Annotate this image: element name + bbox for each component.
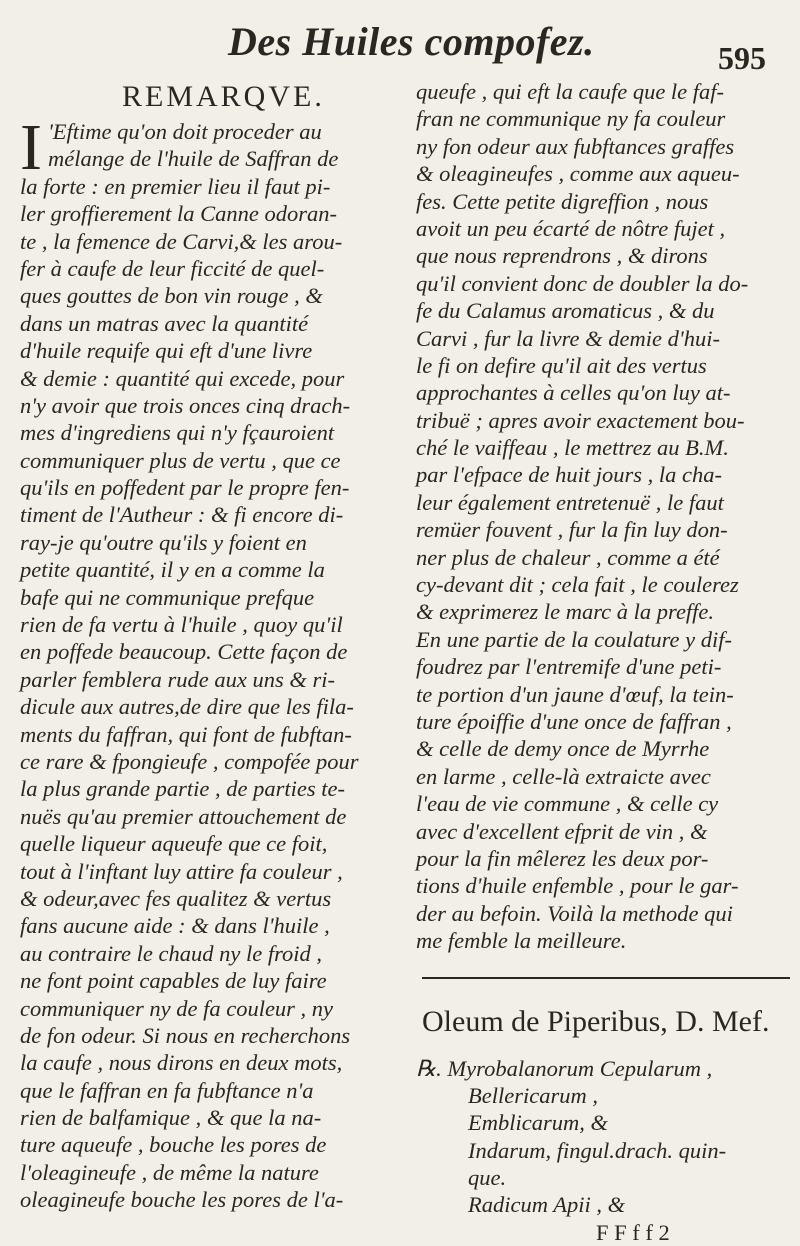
text-line: avec d'excellent efprit de vin , &	[416, 818, 708, 844]
text-line: quelle liqueur aqueufe que ce foit,	[20, 831, 328, 857]
text-line: le fi on defire qu'il ait des vertus	[416, 352, 707, 378]
left-body-text	[20, 111, 405, 1214]
text-line: d'huile requife qui eft d'une livre	[20, 338, 313, 364]
section-heading-remarque: REMARQVE.	[122, 80, 325, 113]
text-line: Carvi , fur la livre & demie d'hui-	[416, 325, 720, 351]
text-line: & demie : quantité qui excede, pour	[20, 365, 345, 391]
text-line: & celle de demy once de Myrrhe	[416, 736, 710, 762]
text-line: timent de l'Autheur : & fi encore di-	[20, 502, 344, 528]
text-line: ray-je qu'outre qu'ils y foient en	[20, 529, 307, 555]
text-line: ture aqueufe , bouche les pores de	[20, 1132, 327, 1158]
text-line: que le faffran en fa fubftance n'a	[20, 1077, 314, 1103]
text-line: rien de balfamique , & que la na-	[20, 1105, 322, 1131]
running-title: Des Huiles compofez.	[228, 19, 595, 64]
text-line: foudrez par l'entremife d'une peti-	[416, 654, 722, 680]
text-line: de fon odeur. Si nous en recherchons	[20, 1022, 351, 1048]
section-title-oleum: Oleum de Piperibus, D. Mef.	[422, 1004, 770, 1038]
text-line: fes. Cette petite digreffion , nous	[416, 188, 709, 214]
text-line: Indarum, fingul.drach. quin-	[468, 1137, 727, 1163]
left-column	[20, 80, 405, 1214]
text-line: en poffede beaucoup. Cette façon de	[20, 639, 348, 665]
recipe-text	[416, 1055, 796, 1219]
text-line: leur également entretenuë , le faut	[416, 489, 724, 515]
text-line: Bellericarum ,	[468, 1082, 598, 1108]
text-line: oleagineufe bouche les pores de l'a-	[20, 1187, 344, 1213]
text-line: ne font point capables de luy faire	[20, 968, 327, 994]
text-line: l'eau de vie commune , & celle cy	[416, 791, 719, 817]
text-line: ℞. Myrobalanorum Cepularum ,	[416, 1055, 713, 1081]
text-line: ture époiffie d'une once de faffran ,	[416, 708, 732, 734]
text-line: remüer fouvent , fur la fin luy don-	[416, 517, 728, 543]
text-line: te portion d'un jaune d'œuf, la tein-	[416, 681, 734, 707]
text-line: qu'ils en poffedent par le propre fen-	[20, 475, 350, 501]
drop-cap: I	[20, 111, 42, 184]
text-line: mes d'ingrediens qui n'y fçauroient	[20, 420, 335, 446]
text-line: communiquer plus de vertu , que ce	[20, 447, 341, 473]
text-line: ler groffierement la Canne odoran-	[20, 201, 338, 227]
text-line: pour la fin mêlerez les deux por-	[416, 845, 709, 871]
text-line: tions d'huile enfemble , pour le gar-	[416, 873, 739, 899]
text-line: que.	[468, 1165, 507, 1191]
text-line: & odeur,avec fes qualitez & vertus	[20, 885, 332, 911]
text-line: avoit un peu écarté de nôtre fujet ,	[416, 215, 726, 241]
section-divider	[422, 977, 790, 979]
text-line: ques gouttes de bon vin rouge , &	[20, 283, 323, 309]
text-line: la caufe , nous dirons en deux mots,	[20, 1050, 343, 1076]
text-line: dans un matras avec la quantité	[20, 310, 309, 336]
text-line: qu'il convient donc de doubler la do-	[416, 270, 749, 296]
text-line: ché le vaiffeau , le mettrez au B.M.	[416, 435, 729, 461]
text-line: fe du Calamus aromaticus , & du	[416, 298, 715, 324]
text-line: te , la femence de Carvi,& les arou-	[20, 228, 343, 254]
text-line: der au befoin. Voilà la methode qui	[416, 900, 733, 926]
text-line: queufe , qui eft la caufe que le faf-	[416, 79, 725, 104]
text-line: cy-devant dit ; cela fait , le coulerez	[416, 572, 739, 598]
text-line: que nous reprendrons , & dirons	[416, 243, 708, 269]
text-line: la forte : en premier lieu il faut pi-	[20, 173, 331, 199]
text-line: mélange de l'huile de Saffran de	[47, 146, 339, 172]
text-line: fran ne communique ny fa couleur	[416, 106, 726, 132]
text-line: 'Eftime qu'on doit proceder au	[47, 119, 322, 144]
right-column	[416, 78, 796, 1246]
text-line: par l'efpace de huit jours , la cha-	[416, 462, 723, 488]
text-line: au contraire le chaud ny le froid ,	[20, 940, 323, 966]
text-line: communiquer ny de fa couleur , ny	[20, 995, 334, 1021]
text-line: & exprimerez le marc à la preffe.	[416, 599, 715, 625]
text-line: ments du faffran, qui font de fubftan-	[20, 721, 352, 747]
text-line: fer à caufe de leur ficcité de quel-	[20, 255, 325, 281]
signature-mark: F F f f 2	[596, 1219, 670, 1245]
text-line: dicule aux autres,de dire que les fila-	[20, 694, 354, 720]
text-line: la plus grande partie , de parties te-	[20, 776, 345, 802]
text-line: ner plus de chaleur , comme a été	[416, 544, 720, 570]
text-line: parler femblera rude aux uns & ri-	[20, 666, 335, 692]
text-line: ce rare & fpongieufe , compofée pour	[20, 748, 359, 774]
right-body-text	[416, 78, 796, 955]
text-line: ny fon odeur aux fubftances graffes	[416, 133, 735, 159]
page-number: 595	[718, 40, 766, 76]
text-line: bafe qui ne communique prefque	[20, 584, 315, 610]
text-line: fans aucune aide : & dans l'huile ,	[20, 913, 330, 939]
text-line: Radicum Apii , &	[468, 1192, 626, 1218]
text-line: Emblicarum, &	[468, 1110, 608, 1136]
text-line: tout à l'inftant luy attire fa couleur ,	[20, 858, 343, 884]
text-line: petite quantité, il y en a comme la	[20, 557, 325, 583]
text-line: n'y avoir que trois onces cinq drach-	[20, 392, 351, 418]
text-line: me femble la meilleure.	[416, 928, 627, 954]
text-line: en larme , celle-là extraicte avec	[416, 763, 711, 789]
text-line: tribuë ; apres avoir exactement bou-	[416, 407, 745, 433]
text-line: & oleagineufes , comme aux aqueu-	[416, 161, 740, 187]
text-line: l'oleagineufe , de même la nature	[20, 1159, 319, 1185]
text-line: rien de fa vertu à l'huile , quoy qu'il	[20, 612, 343, 638]
text-line: nuës qu'au premier attouchement de	[20, 803, 347, 829]
text-line: En une partie de la coulature y dif-	[416, 626, 732, 652]
text-line: approchantes à celles qu'on luy at-	[416, 380, 731, 406]
page-header	[0, 14, 800, 76]
